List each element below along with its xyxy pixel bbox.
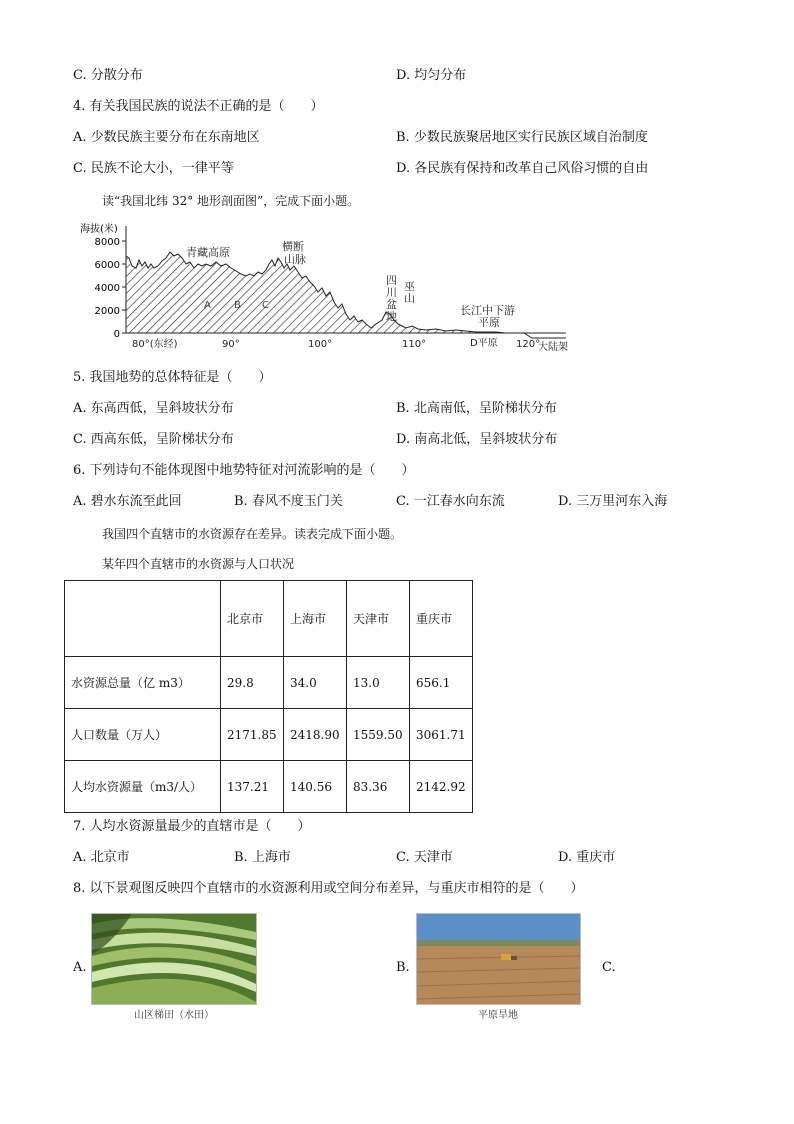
q8-option-a: A.: [73, 960, 87, 975]
table-cell: 29.8: [221, 657, 284, 709]
x-tick-80: 80°(东经): [132, 339, 178, 350]
x-tick-90: 90°: [222, 339, 240, 350]
label-qingzang: 青藏高原: [186, 246, 230, 259]
table-cell: 2142.92: [410, 761, 473, 813]
y-tick-6000: 6000: [94, 260, 120, 271]
q5-option-c: C. 西高东低，呈阶梯状分布: [73, 432, 234, 447]
label-d-plain: D平原: [470, 338, 498, 349]
table-cell: 1559.50: [347, 709, 410, 761]
q8-option-b: B.: [396, 960, 410, 975]
y-axis-title: 海拔(米): [80, 224, 118, 235]
table-cell: 137.21: [221, 761, 284, 813]
y-tick-0: 0: [113, 329, 120, 340]
terrain-profile-diagram: [76, 216, 576, 354]
table-cell: 2171.85: [221, 709, 284, 761]
label-b: B: [234, 300, 241, 311]
q6-option-c: C. 一江春水向东流: [396, 494, 505, 509]
table-header-cell: 北京市: [221, 581, 284, 657]
table-cell: 34.0: [284, 657, 347, 709]
label-c: C: [262, 300, 269, 311]
label-sichuan-3: 盆: [386, 298, 397, 311]
table-cell: 人均水资源量（m3/人）: [65, 761, 221, 813]
caption-terraced-field: 山区梯田（水田）: [134, 1010, 214, 1021]
x-tick-120: 120°: [516, 339, 541, 350]
label-changjiang-1: 长江中下游: [460, 304, 515, 317]
q4-option-a: A. 少数民族主要分布在东南地区: [73, 130, 260, 145]
q8-option-c: C.: [602, 960, 616, 975]
y-tick-4000: 4000: [94, 283, 120, 294]
table-cell: 人口数量（万人）: [65, 709, 221, 761]
caption-plain-dryland: 平原旱地: [478, 1010, 518, 1021]
table-header-cell: 重庆市: [410, 581, 473, 657]
q7-question: 7. 人均水资源量最少的直辖市是（ ）: [73, 819, 311, 834]
table-cell: 3061.71: [410, 709, 473, 761]
y-tick-2000: 2000: [94, 306, 120, 317]
label-sichuan-1: 四: [386, 274, 397, 287]
terraced-field-image: [91, 913, 257, 1005]
table-cell: 水资源总量（亿 m3）: [65, 657, 221, 709]
label-sichuan-4: 地: [386, 310, 397, 323]
q6-option-d: D. 三万里河东入海: [558, 494, 668, 509]
q5-question: 5. 我国地势的总体特征是（ ）: [73, 370, 272, 385]
q4-option-d: D. 各民族有保持和改革自己风俗习惯的自由: [396, 161, 649, 176]
label-shelf: 大陆架: [538, 342, 568, 353]
label-a: A: [204, 300, 211, 311]
label-wushan-1: 巫: [404, 280, 415, 293]
x-tick-110: 110°: [402, 339, 427, 350]
q5-option-a: A. 东高西低，呈斜坡状分布: [73, 401, 234, 416]
table-header-cell: 上海市: [284, 581, 347, 657]
q5-option-d: D. 南高北低，呈斜坡状分布: [396, 432, 558, 447]
table-cell: 13.0: [347, 657, 410, 709]
table-title: 某年四个直辖市的水资源与人口状况: [102, 557, 295, 571]
label-hengduan-2: 山脉: [284, 253, 306, 266]
table-header-cell: 天津市: [347, 581, 410, 657]
q4-option-c: C. 民族不论大小，一律平等: [73, 161, 234, 176]
table-row: [65, 709, 473, 761]
table-row: [65, 761, 473, 813]
q7-option-d: D. 重庆市: [558, 850, 616, 865]
plain-dryland-image: [416, 913, 581, 1005]
q5-option-b: B. 北高南低，呈阶梯状分布: [396, 401, 557, 416]
label-wushan-2: 山: [404, 292, 415, 305]
q7-option-c: C. 天津市: [396, 850, 453, 865]
table-cell: 140.56: [284, 761, 347, 813]
q4-option-b: B. 少数民族聚居地区实行民族区域自治制度: [396, 130, 648, 145]
q7-option-a: A. 北京市: [73, 850, 130, 865]
table-cell: 2418.90: [284, 709, 347, 761]
x-tick-100: 100°: [308, 339, 333, 350]
label-changjiang-2: 平原: [478, 316, 500, 329]
q3-option-d: D. 均匀分布: [396, 68, 467, 83]
q6-question: 6. 下列诗句不能体现图中地势特征对河流影响的是（ ）: [73, 463, 415, 478]
profile-intro: 读“我国北纬 32° 地形剖面图”，完成下面小题。: [102, 194, 360, 208]
q6-option-b: B. 春风不度玉门关: [234, 494, 343, 509]
y-tick-8000: 8000: [94, 237, 120, 248]
label-sichuan-2: 川: [386, 286, 397, 299]
table-cell: 656.1: [410, 657, 473, 709]
table-header-row: [65, 581, 473, 657]
table-cell: 83.36: [347, 761, 410, 813]
q3-option-c: C. 分散分布: [73, 68, 143, 83]
q7-option-b: B. 上海市: [234, 850, 291, 865]
q6-option-a: A. 碧水东流至此回: [73, 494, 182, 509]
table-intro: 我国四个直辖市的水资源存在差异。读表完成下面小题。: [102, 527, 403, 541]
table-row: [65, 657, 473, 709]
q4-question: 4. 有关我国民族的说法不正确的是（ ）: [73, 99, 324, 114]
q8-question: 8. 以下景观图反映四个直辖市的水资源利用或空间分布差异，与重庆市相符的是（ ）: [73, 881, 584, 896]
water-resource-table: [64, 580, 473, 813]
label-hengduan-1: 横断: [282, 240, 304, 253]
table-header-cell: [65, 581, 221, 657]
terrain-profile: [126, 252, 524, 333]
